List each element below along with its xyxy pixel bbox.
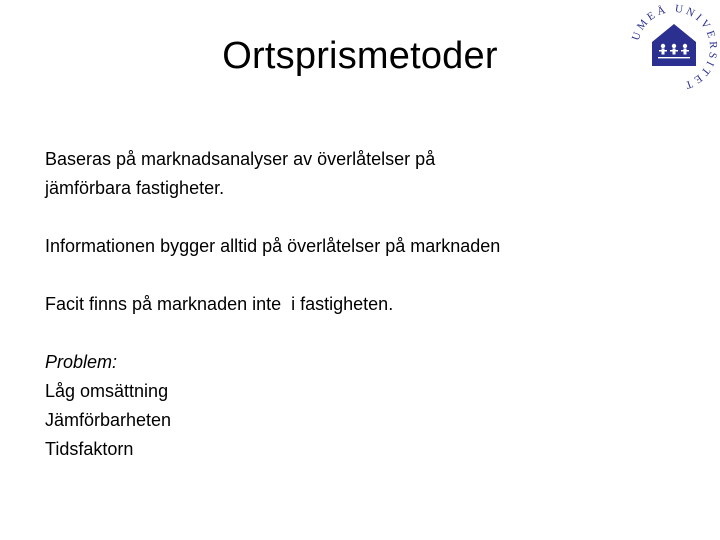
slide-title: Ortsprismetoder [222, 35, 498, 77]
spacer [45, 203, 685, 232]
problem-item: Låg omsättning [45, 381, 169, 401]
seal-lettering: UMEÅ UNIVERSITET [629, 2, 720, 92]
paragraph-2: Informationen bygger alltid på överlåtelser på marknaden [45, 236, 501, 256]
problem-item: Jämförbarheten [45, 410, 172, 430]
problem-heading: Problem: [45, 352, 118, 372]
spacer [45, 261, 685, 290]
problem-item: Tidsfaktorn [45, 439, 134, 459]
university-seal-icon [628, 2, 720, 94]
university-seal-logo [628, 2, 720, 94]
paragraph-1-line-1: Baseras på marknadsanalyser av överlåtelser på [45, 149, 436, 169]
slide-body [45, 145, 685, 464]
spacer [45, 319, 685, 348]
paragraph-1-line-2: jämförbara fastigheter. [45, 178, 225, 198]
paragraph-3: Facit finns på marknaden inte i fastigheten. [45, 294, 394, 314]
